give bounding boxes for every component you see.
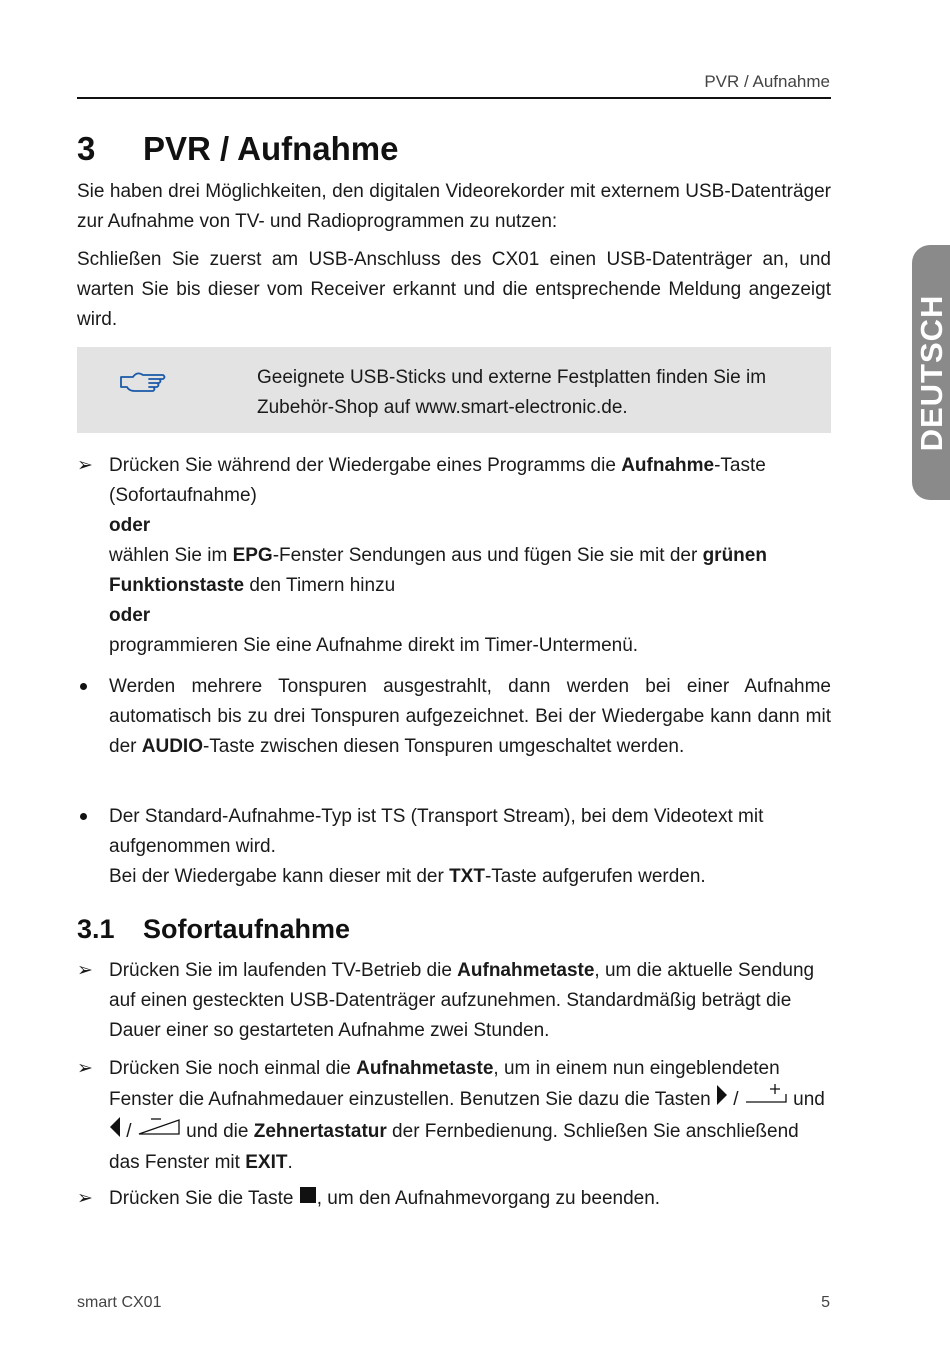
key-name: AUDIO bbox=[141, 736, 203, 757]
key-name: Aufnahme bbox=[621, 455, 715, 476]
item-text: programmieren Sie eine Aufnahme direkt im Timer-Untermenü. bbox=[109, 635, 639, 656]
key-name: Aufnahmetaste bbox=[457, 960, 595, 981]
bullet-dot-icon bbox=[77, 672, 107, 702]
chapter-heading bbox=[77, 130, 398, 168]
key-name: Zehnertastatur bbox=[253, 1121, 387, 1143]
volume-up-icon bbox=[744, 1084, 788, 1116]
note-text: Geeignete USB-Sticks und externe Festplatten finden Sie im Zubehör-Shop auf www.smart-electronic.de. bbox=[257, 367, 767, 418]
list-item bbox=[77, 1184, 831, 1214]
running-header: PVR / Aufnahme bbox=[704, 72, 830, 91]
volume-down-icon bbox=[137, 1116, 181, 1148]
list-item bbox=[77, 802, 831, 892]
list-item bbox=[77, 956, 831, 1046]
play-right-icon bbox=[716, 1084, 728, 1116]
item-text: und bbox=[787, 1089, 825, 1111]
item-text: Drücken Sie im laufenden TV-Betrieb die bbox=[109, 960, 458, 981]
item-text: -Fenster Sendungen aus und fügen Sie sie mit der bbox=[272, 545, 703, 566]
item-text: / bbox=[121, 1121, 137, 1143]
chapter-title: PVR / Aufnahme bbox=[143, 130, 399, 167]
bullet-dot-icon bbox=[77, 802, 107, 832]
arrow-bullet-icon: ➢ bbox=[77, 455, 93, 476]
note-box bbox=[77, 347, 831, 433]
arrow-bullet-icon: ➢ bbox=[77, 1058, 93, 1079]
item-text: den Timern hinzu bbox=[244, 575, 396, 596]
pointing-hand-icon bbox=[119, 369, 167, 400]
key-name: TXT bbox=[449, 866, 485, 887]
or-label: oder bbox=[109, 605, 151, 626]
language-tab bbox=[912, 245, 950, 500]
item-text: Drücken Sie noch einmal die bbox=[109, 1058, 357, 1079]
play-left-icon bbox=[109, 1116, 121, 1148]
key-name: EXIT bbox=[245, 1152, 288, 1173]
item-text: , um in einem nun eingeblendeten Fenster die Aufnahmedauer einzustellen. Benutzen Sie dazu die Tasten bbox=[109, 1058, 780, 1111]
header-rule bbox=[77, 97, 831, 99]
item-text: -Taste (Sofortaufnahme) bbox=[109, 455, 766, 506]
chapter-number: 3 bbox=[77, 130, 96, 167]
or-label: oder bbox=[109, 515, 151, 536]
item-text: Drücken Sie die Taste bbox=[109, 1188, 299, 1210]
item-text: Bei der Wiedergabe kann dieser mit der bbox=[109, 866, 450, 887]
page-number: 5 bbox=[821, 1294, 830, 1311]
intro-paragraph-2: Schließen Sie zuerst am USB-Anschluss des CX01 einen USB-Datenträger an, und warten Sie bis dieser vom Receiver erkannt und die entsprechende Meldung angezeigt wird. bbox=[77, 249, 831, 330]
key-name: Aufnahmetaste bbox=[356, 1058, 494, 1079]
footer-model: smart CX01 bbox=[77, 1294, 162, 1311]
item-text: -Taste aufgerufen werden. bbox=[484, 866, 706, 887]
section-heading bbox=[77, 914, 350, 945]
section-title: Sofortaufnahme bbox=[143, 914, 351, 944]
list-item bbox=[77, 1054, 831, 1178]
item-text: Drücken Sie während der Wiedergabe eines Programms die bbox=[109, 455, 622, 476]
item-text: / bbox=[728, 1089, 744, 1111]
item-text: Der Standard-Aufnahme-Typ ist TS (Transport Stream), bei dem Videotext mit aufgenommen wird. bbox=[109, 806, 764, 857]
language-tab-label: DEUTSCH bbox=[914, 294, 949, 451]
key-name: grünen Funktionstaste bbox=[109, 545, 767, 596]
item-text: . bbox=[287, 1152, 293, 1173]
item-text: und die bbox=[180, 1121, 254, 1143]
arrow-bullet-icon: ➢ bbox=[77, 960, 93, 981]
item-text: wählen Sie im bbox=[109, 545, 233, 566]
item-text: , um die aktuelle Sendung auf einen gesteckten USB-Datenträger aufzunehmen. Standardmäßig beträgt die Dauer einer so gestarteten Aufnahme zwei Stunden. bbox=[109, 960, 815, 1041]
item-text: , um den Aufnahmevorgang zu beenden. bbox=[316, 1188, 661, 1210]
list-item bbox=[77, 672, 831, 762]
list-item bbox=[77, 451, 831, 661]
item-text: Werden mehrere Tonspuren ausgestrahlt, dann werden bei einer Aufnahme automatisch bis zu drei Tonspuren aufgezeichnet. Bei der Wiedergabe kann dann mit der bbox=[109, 676, 831, 757]
item-text: der Fernbedienung. Schließen Sie anschließend das Fenster mit bbox=[109, 1121, 799, 1173]
stop-icon bbox=[299, 1184, 317, 1214]
arrow-bullet-icon: ➢ bbox=[77, 1188, 93, 1209]
intro-paragraph-1: Sie haben drei Möglichkeiten, den digitalen Videorekorder mit externem USB-Datenträger zur Aufnahme von TV- und Radioprogrammen zu nutzen: bbox=[77, 181, 831, 232]
key-name: EPG bbox=[232, 545, 273, 566]
item-text: -Taste zwischen diesen Tonspuren umgeschaltet werden. bbox=[202, 736, 685, 757]
section-number: 3.1 bbox=[77, 914, 115, 944]
